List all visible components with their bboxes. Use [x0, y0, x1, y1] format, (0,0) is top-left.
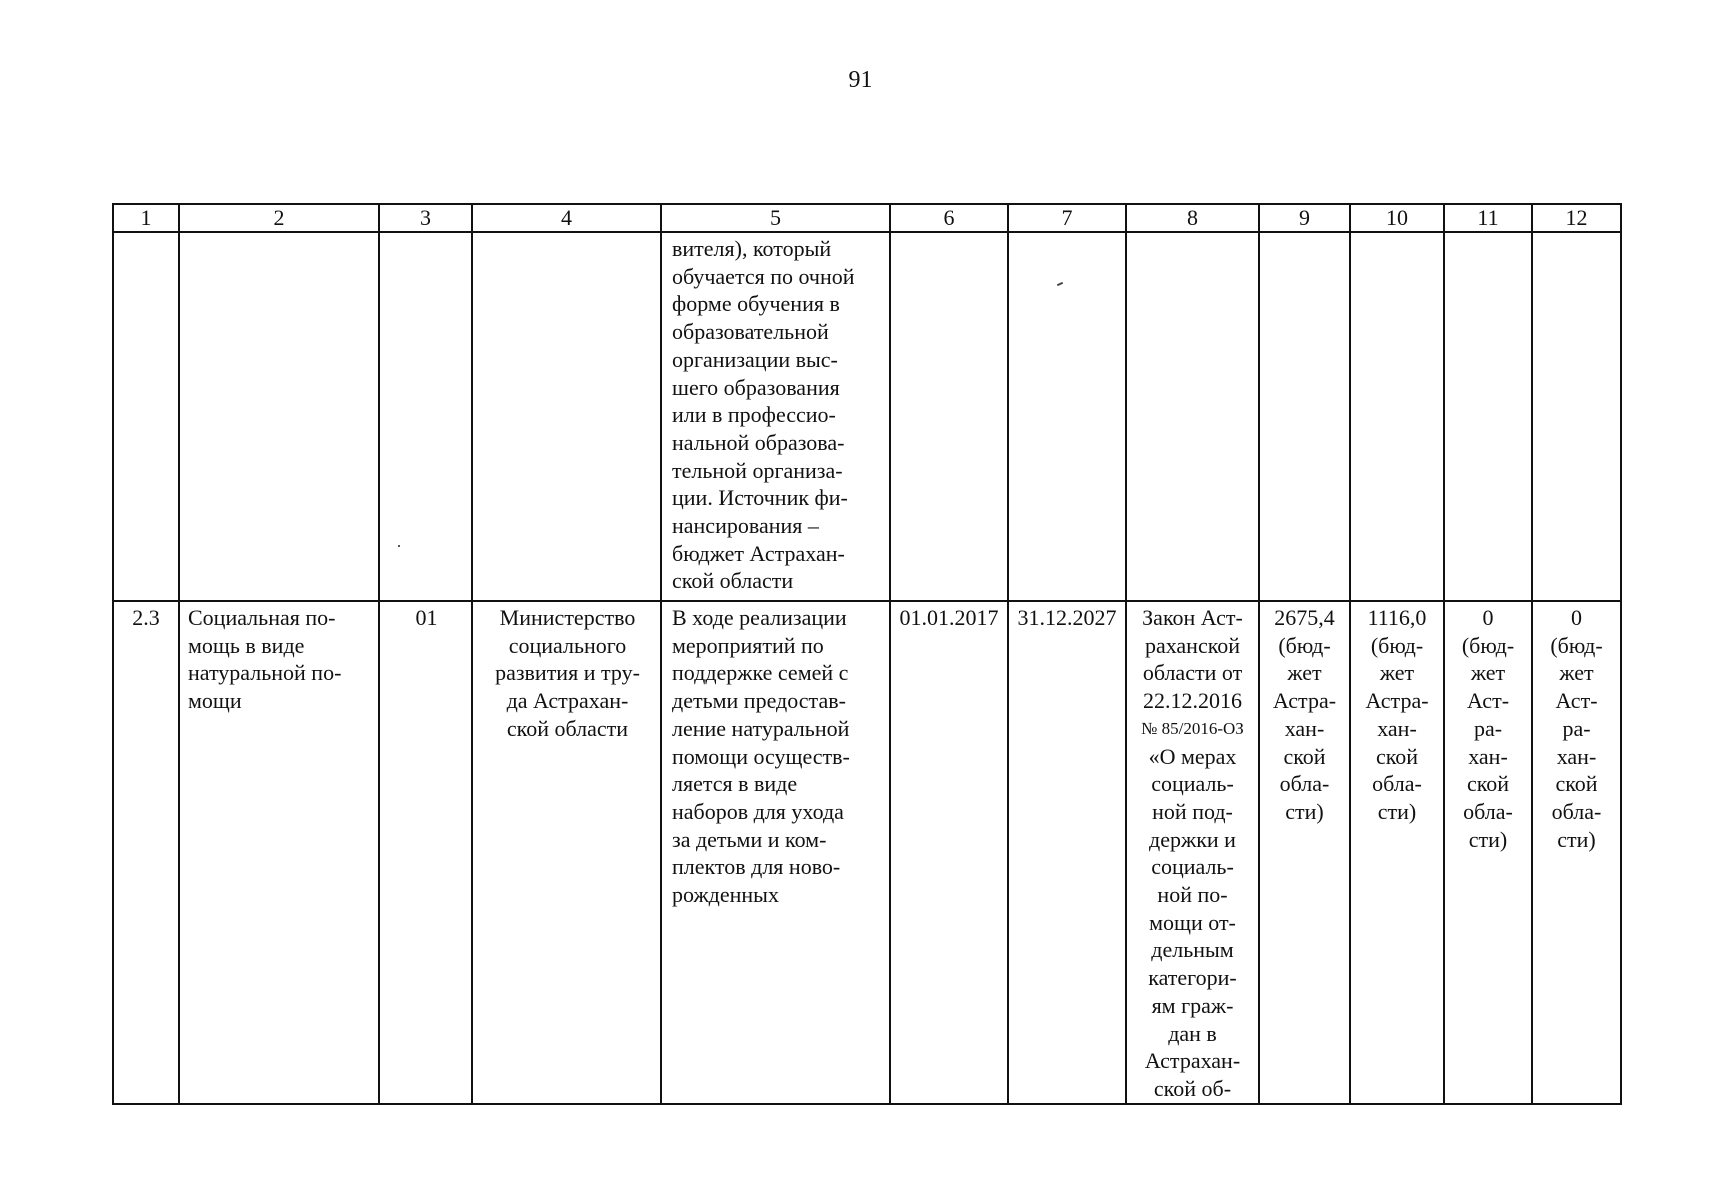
table-row-continuation — [113, 232, 1621, 601]
column-header-3: 3 — [379, 204, 472, 232]
measure-name: Социальная по- мощь в виде натуральной по- мощи — [188, 605, 342, 714]
table-cell — [113, 232, 179, 601]
column-header-6: 6 — [890, 204, 1008, 232]
table-cell — [1008, 232, 1126, 601]
measure-code: 01 — [415, 605, 438, 630]
column-header-8: 8 — [1126, 204, 1259, 232]
table-cell — [1350, 601, 1444, 1104]
table-cell — [1532, 601, 1621, 1104]
table-cell — [890, 601, 1008, 1104]
column-number-row — [113, 204, 1621, 232]
item-number: 2.3 — [132, 605, 160, 630]
table-cell — [179, 601, 379, 1104]
column-header-2: 2 — [179, 204, 379, 232]
table-cell — [890, 232, 1008, 601]
table-cell — [113, 601, 179, 1104]
column-header-11: 11 — [1444, 204, 1532, 232]
funding-col-11: 0 (бюд- жет Аст- ра- хан- ской обла- сти) — [1461, 605, 1515, 852]
end-date: 31.12.2027 — [1017, 605, 1117, 630]
measure-description: В ходе реализации мероприятий по поддержке семей с детьми предостав- ление натуральной помощи осуществ- ляется в виде наборов для ухода за детьми и ком- плектов для ново- рожденных — [672, 605, 850, 908]
table-cell — [179, 232, 379, 601]
funding-col-12: 0 (бюд- жет Аст- ра- хан- ской обла- сти) — [1550, 605, 1603, 852]
page-number: 91 — [848, 67, 873, 93]
table-cell — [472, 232, 661, 601]
responsible-authority: Министерство социального развития и тру- да Астрахан- ской области — [495, 605, 640, 741]
column-header-9: 9 — [1259, 204, 1350, 232]
table-row-2-3 — [113, 601, 1621, 1104]
column-header-4: 4 — [472, 204, 661, 232]
column-header-5: 5 — [661, 204, 890, 232]
table-cell — [1259, 601, 1350, 1104]
table-cell — [1126, 232, 1259, 601]
column-header-12: 12 — [1532, 204, 1621, 232]
table-cell — [661, 232, 890, 601]
table-cell — [1444, 601, 1532, 1104]
funding-col-10: 1116,0 (бюд- жет Астра- хан- ской обла- сти) — [1365, 605, 1429, 824]
legal-basis — [1127, 602, 1258, 1103]
measure-description-continued: вителя), который обучается по очной форме обучения в образовательной организации выс- шего образования или в профессио- нальной образова- тельной организа- ции. Источник фи- нансирования – бюджет Астрахан- ской области — [672, 236, 855, 594]
table-cell — [379, 232, 472, 601]
budget-measures-table — [112, 203, 1622, 1105]
scan-speck — [398, 545, 400, 547]
legal-basis-title: Закон Аст- раханской области от 22.12.2016 — [1142, 605, 1243, 714]
column-header-10: 10 — [1350, 204, 1444, 232]
column-header-1: 1 — [113, 204, 179, 232]
start-date: 01.01.2017 — [899, 605, 999, 630]
table-cell — [1444, 232, 1532, 601]
table-cell — [661, 601, 890, 1104]
table-cell — [1350, 232, 1444, 601]
table-cell — [472, 601, 661, 1104]
funding-col-9: 2675,4 (бюд- жет Астра- хан- ской обла- сти) — [1272, 605, 1337, 824]
legal-basis-text: «О мерах социаль- ной под- держки и социаль- ной по- мощи от- дельным категори- ям граж- дан в Астрахан- ской об- — [1144, 743, 1241, 1101]
table-cell — [1532, 232, 1621, 601]
legal-basis-number: № 85/2016-ОЗ — [1141, 718, 1244, 738]
table-cell — [1259, 232, 1350, 601]
table-cell — [379, 601, 472, 1104]
table-cell — [1126, 601, 1259, 1104]
column-header-7: 7 — [1008, 204, 1126, 232]
table-cell — [1008, 601, 1126, 1104]
